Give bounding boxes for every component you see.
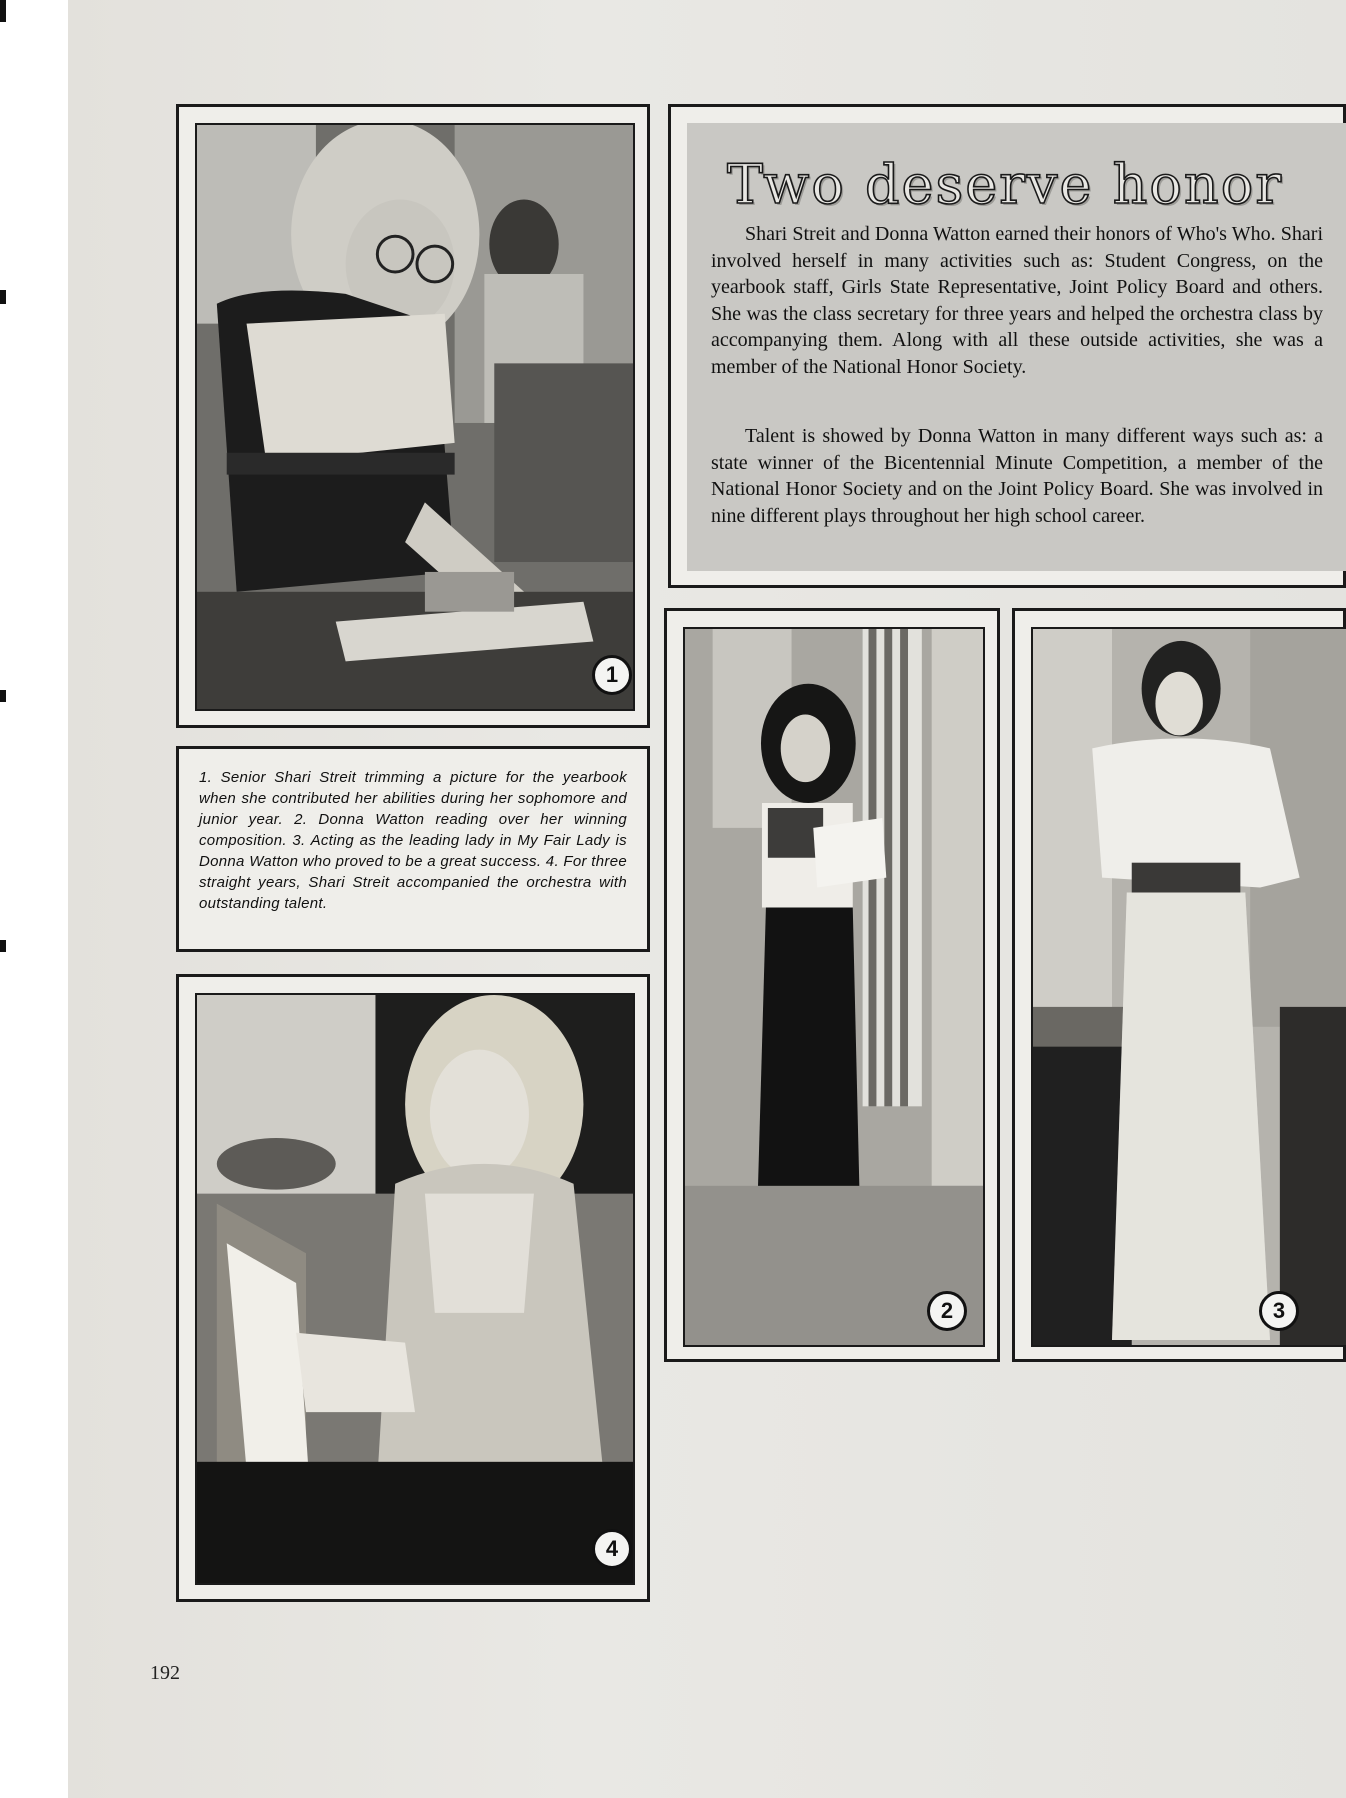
edge-mark (0, 290, 6, 304)
scan-edge (0, 0, 68, 1798)
photo-1-frame (176, 104, 650, 728)
photo-3 (1031, 627, 1346, 1347)
photo-number-badge: 4 (592, 1529, 632, 1569)
story-paragraph: Shari Streit and Donna Watton earned their honors of Who's Who. Shari involved herself in many activities such as: Student Congress, on the yearbook staff, Girls State Representative, Joint Policy Board and others. She was the class secretary for three years and helped the orchestra class by accompanying them. Along with all these outside activities, she was a member of the National Honor Society. (711, 223, 1323, 378)
photo-1 (195, 123, 635, 711)
photo-number-badge: 1 (592, 655, 632, 695)
caption-text: 1. Senior Shari Streit trimming a picture for the yearbook when she contributed her abilities during her sophomore and junior year. 2. Donna Watton reading over her winning composition. 3. Acting as the leading lady in My Fair Lady is Donna Watton who proved to be a great success. 4. For three straight years, Shari Streit accompanied the orchestra with outstanding talent. (199, 769, 627, 912)
story-paragraph: Talent is showed by Donna Watton in many different ways such as: a state winner of the Bicentennial Minute Competition, a member of the National Honor Society and on the Joint Policy Board. She was involved in nine different plays throughout her high school career. (711, 425, 1323, 527)
edge-mark (0, 0, 6, 22)
page-title: Two deserve honor (727, 153, 1284, 216)
edge-mark (0, 690, 6, 702)
photo-number-badge: 3 (1259, 1291, 1299, 1331)
photo-4 (195, 993, 635, 1585)
caption-box (176, 746, 650, 952)
photo-4-frame (176, 974, 650, 1602)
photo-3-frame (1012, 608, 1346, 1362)
story-frame (668, 104, 1346, 588)
photo-number-badge: 2 (927, 1291, 967, 1331)
yearbook-page (68, 0, 1346, 1798)
story-panel (687, 123, 1346, 571)
edge-mark (0, 940, 6, 952)
photo-2-frame (664, 608, 1000, 1362)
photo-2 (683, 627, 985, 1347)
page-number: 192 (150, 1662, 180, 1684)
